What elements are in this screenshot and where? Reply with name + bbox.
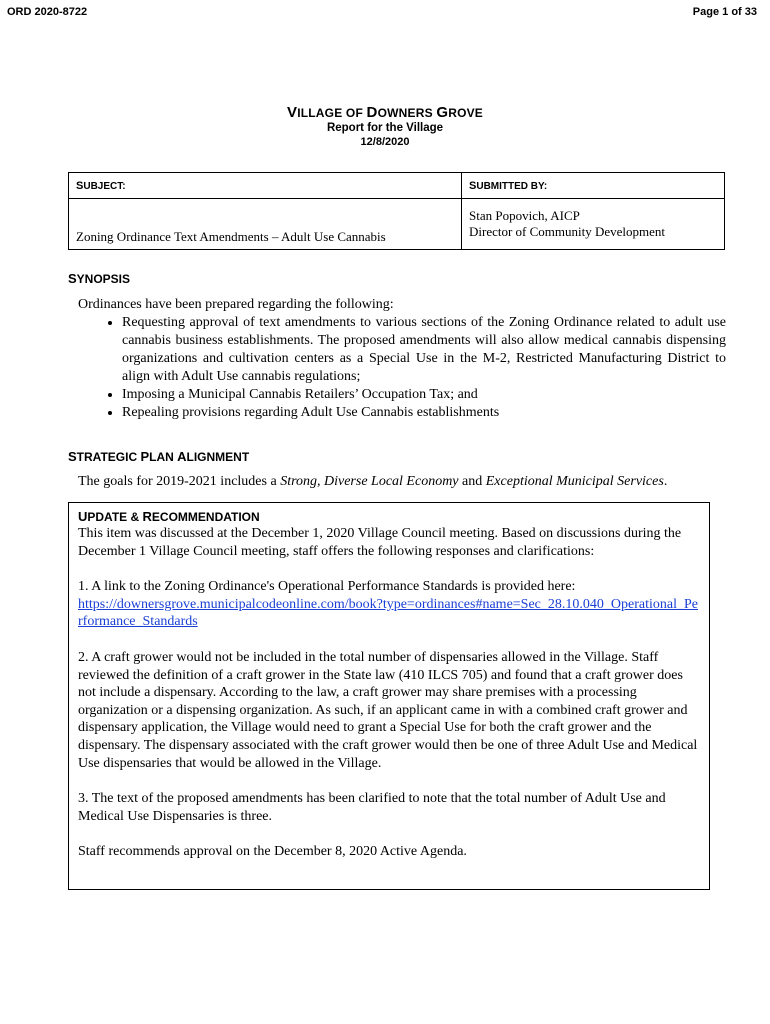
report-date: 12/8/2020 xyxy=(360,136,410,148)
goal-economy: Strong, Diverse Local Economy xyxy=(280,474,459,489)
update-point-1: 1. A link to the Zoning Ordinance's Operational Performance Standards is provided here: xyxy=(78,579,576,595)
subject-table xyxy=(68,172,725,250)
update-point-3: 3. The text of the proposed amendments has been clarified to note that the total number of Adult Use and Medical Use Dispensaries is three. xyxy=(78,791,666,824)
goal-services: Exceptional Municipal Services xyxy=(485,474,664,489)
performance-standards-link[interactable]: https://downersgrove.municipalcodeonline.com/book?type=ordinances#name=Sec_28.10.040_Operational_Performance_Standards xyxy=(78,596,698,630)
list-item: • Requesting approval of text amendments to various sections of the Zoning Ordinance related to adult use cannabis business establishments. The proposed amendments will also allow medical cannabis dispensing organizations and cultivation centers as a Special Use in the M-2, Restricted Manufacturing District to align with Adult Use cannabis regulations; xyxy=(122,314,726,386)
update-intro: This item was discussed at the December 1, 2020 Village Council meeting. Based on discussions during the December 1 Village Council meeting, staff offers the following responses and clarifications: xyxy=(78,526,682,559)
synopsis-intro: Ordinances have been prepared regarding the following: xyxy=(78,297,394,312)
title-block xyxy=(0,104,770,149)
subject-value: Zoning Ordinance Text Amendments – Adult Use Cannabis xyxy=(69,199,462,250)
list-item: • Repealing provisions regarding Adult Use Cannabis establishments xyxy=(122,404,726,422)
submitter-name: Stan Popovich, AICP xyxy=(469,208,580,223)
synopsis-list xyxy=(78,314,726,422)
submitter-cell xyxy=(462,199,725,250)
ordinance-number: ORD 2020-8722 xyxy=(7,6,88,18)
subject-label: SUBJECT: xyxy=(69,173,462,199)
synopsis-body xyxy=(78,296,726,422)
update-point-2: 2. A craft grower would not be included in the total number of dispensaries allowed in the Village. Staff reviewed the definition of a craft grower in the State law (410 ILCS 705) and found that a craft grower does not include a dispensary. According to the law, a craft grower may share premises with a processing organization or a dispensing organization. As such, if an applicant came in with a combined craft grower and dispensary application, the Village would need to grant a Special Use for both the craft grower and the dispensary. The dispensary associated with the craft grower would then be one of three Adult Use and Medical Use dispensaries that would be allowed in the Village. xyxy=(78,649,698,771)
synopsis-heading: SYNOPSIS xyxy=(68,271,131,286)
strategic-plan-text: The goals for 2019-2021 includes a Strong, Diverse Local Economy and Exceptional Municipal Services. xyxy=(78,474,668,489)
page-number: Page 1 of 33 xyxy=(692,6,757,18)
update-heading: UPDATE & RECOMMENDATION xyxy=(78,509,260,524)
update-recommendation-box xyxy=(68,502,710,890)
list-item: • Imposing a Municipal Cannabis Retailers’ Occupation Tax; and xyxy=(122,386,726,404)
submitted-by-label: SUBMITTED BY: xyxy=(462,173,725,199)
report-subtitle: Report for the Village xyxy=(326,122,444,134)
submitter-title: Director of Community Development xyxy=(469,224,666,239)
page-title: VILLAGE OF DOWNERS GROVE xyxy=(286,104,484,121)
strategic-plan-heading: STRATEGIC PLAN ALIGNMENT xyxy=(68,449,250,464)
staff-recommendation: Staff recommends approval on the December 8, 2020 Active Agenda. xyxy=(78,844,467,860)
